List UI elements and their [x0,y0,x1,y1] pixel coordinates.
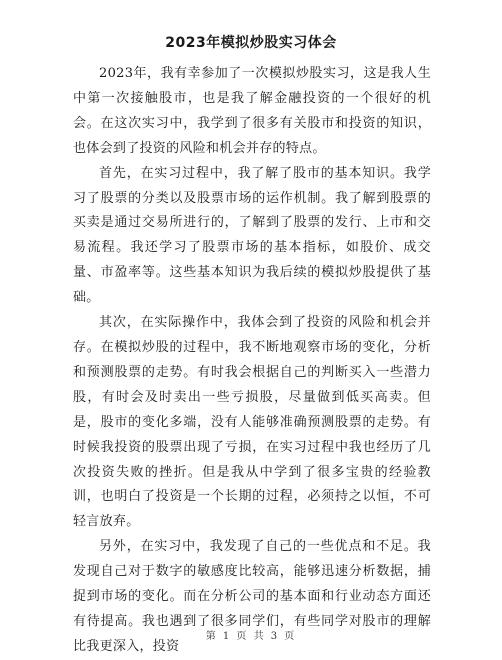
page-number-footer: 第 1 页 共 3 页 [205,631,297,642]
paragraph-4: 另外，在实习中，我发现了自己的一些优点和不足。我发现自己对于数字的敏感度比较高，能够迅速分析数据，捕捉到市场的变化。而在分析公司的基本面和行业动态方面还有待提高。我也遇到了很多同学们，有些同学对股市的理解比我更深入，投资 [73,539,431,654]
paragraph-1: 2023年，我有幸参加了一次模拟炒股实习，这是我人生中第一次接触股市，也是我了解金融投资的一个很好的机会。在这次实习中，我学到了很多有关股市和投资的知识，也体会到了投资的风险和机会并存的特点。 [73,66,431,156]
document-title: 2023年模拟炒股实习体会 [165,35,337,51]
paragraph-3: 其次，在实际操作中，我体会到了投资的风险和机会并存。在模拟炒股的过程中，我不断地观察市场的变化，分析和预测股票的走势。有时我会根据自己的判断买入一些潜力股，有时会及时卖出一些亏损股，尽量做到低买高卖。但是，股市的变化多端，没有人能够准确预测股票的走势。有时候我投资的股票出现了亏损，在实习过程中我也经历了几次投资失败的挫折。但是我从中学到了很多宝贵的经验教训，也明白了投资是一个长期的过程，必须持之以恒，不可轻言放弃。 [73,315,431,530]
paragraph-2: 首先，在实习过程中，我了解了股市的基本知识。我学习了股票的分类以及股票市场的运作机制。我了解到股票的买卖是通过交易所进行的，了解到了股票的发行、上市和交易流程。我还学习了股票市场的基本指标，如股价、成交量、市盈率等。这些基本知识为我后续的模拟炒股提供了基础。 [73,165,431,306]
document-body [73,62,431,660]
